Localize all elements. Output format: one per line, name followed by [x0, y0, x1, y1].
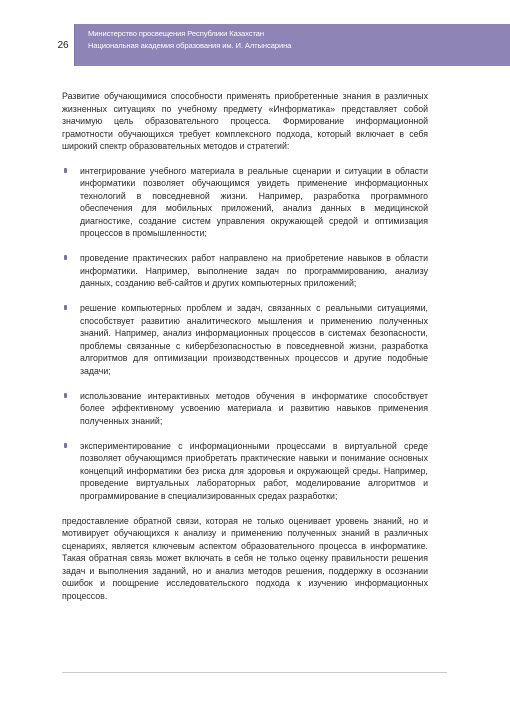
list-item — [62, 302, 428, 377]
closing-paragraph: предоставление обратной связи, которая не только оценивает уровень знаний, но и мотивирует обучающихся к анализу и применению полученных знаний в различных сценариях, является ключевым аспектом образовательного процесса в информатике. Такая обратная связь может включать в себя не только оценку правильности решения задач и выполнения заданий, но и анализ методов решения, поддержку в осознании ошибок и поощрение исследовательского подхода к изучению информационных процессов. — [62, 515, 428, 601]
list-item — [62, 252, 428, 290]
footer-divider — [62, 672, 447, 673]
list-item — [62, 165, 428, 240]
list-item-text: решение компьютерных проблем и задач, связанных с реальными ситуациями, способствует развитию аналитического мышления и применению полученных знаний. Например, анализ информационных процессов в системах безопасности, проблемы связанные с кибербезопасностью в повседневной жизни, разработка алгоритмов для оптимизации производственных процессов и другие подобные задачи; — [80, 303, 428, 376]
list-item — [62, 390, 428, 428]
bullet-icon — [64, 393, 67, 398]
bullet-icon — [64, 305, 67, 310]
bullet-icon — [64, 443, 67, 448]
intro-paragraph: Развитие обучающимися способности применять приобретенные знания в различных жизненных ситуациях по учебному предмету «Информатика» представляет собой значимую цель образовательного процесса. Формирование информационной грамотности обучающихся требует комплексного подхода, который включает в себя широкий спектр образовательных методов и стратегий: — [62, 91, 428, 151]
list-item-text: проведение практических работ направлено на приобретение навыков в области информатики. Например, выполнение задач по программированию, анализу данных, созданию веб-сайтов и других компьютерных приложений; — [80, 253, 428, 288]
header-ministry: Министерство просвещения Республики Казахстан — [88, 29, 264, 38]
bullet-list — [62, 165, 428, 503]
list-item-text: использование интерактивных методов обучения в информатике способствует более эффективному усвоению материала и развитию навыков применения полученных знаний; — [80, 390, 428, 426]
header-text — [88, 28, 488, 52]
header-academy: Национальная академия образования им. И. Алтынсарина — [88, 41, 292, 50]
page-body — [62, 90, 428, 614]
list-item-text: экспериментирование с информационными процессами в виртуальной среде позволяет обучающимся приобретать практические навыки и понимание основных концепций информатики без риска для здоровья и окружающей среды. Например, проведение виртуальных лабораторных работ, моделирование алгоритмов и программирование в специализированных средах разработки; — [80, 440, 428, 501]
page-number: 26 — [52, 24, 75, 66]
bullet-icon — [64, 168, 67, 173]
list-item-text: интегрирование учебного материала в реальные сценарии и ситуации в области информатики позволяет обучающимся увидеть применение информационных технологий в повседневной жизни. Например, разработка программного обеспечения для мобильных приложений, анализ данных в медицинской диагностике, создание систем управления окружающей средой и оптимизация процессов в промышленности; — [80, 165, 428, 238]
list-item — [62, 440, 428, 503]
bullet-icon — [64, 255, 67, 260]
